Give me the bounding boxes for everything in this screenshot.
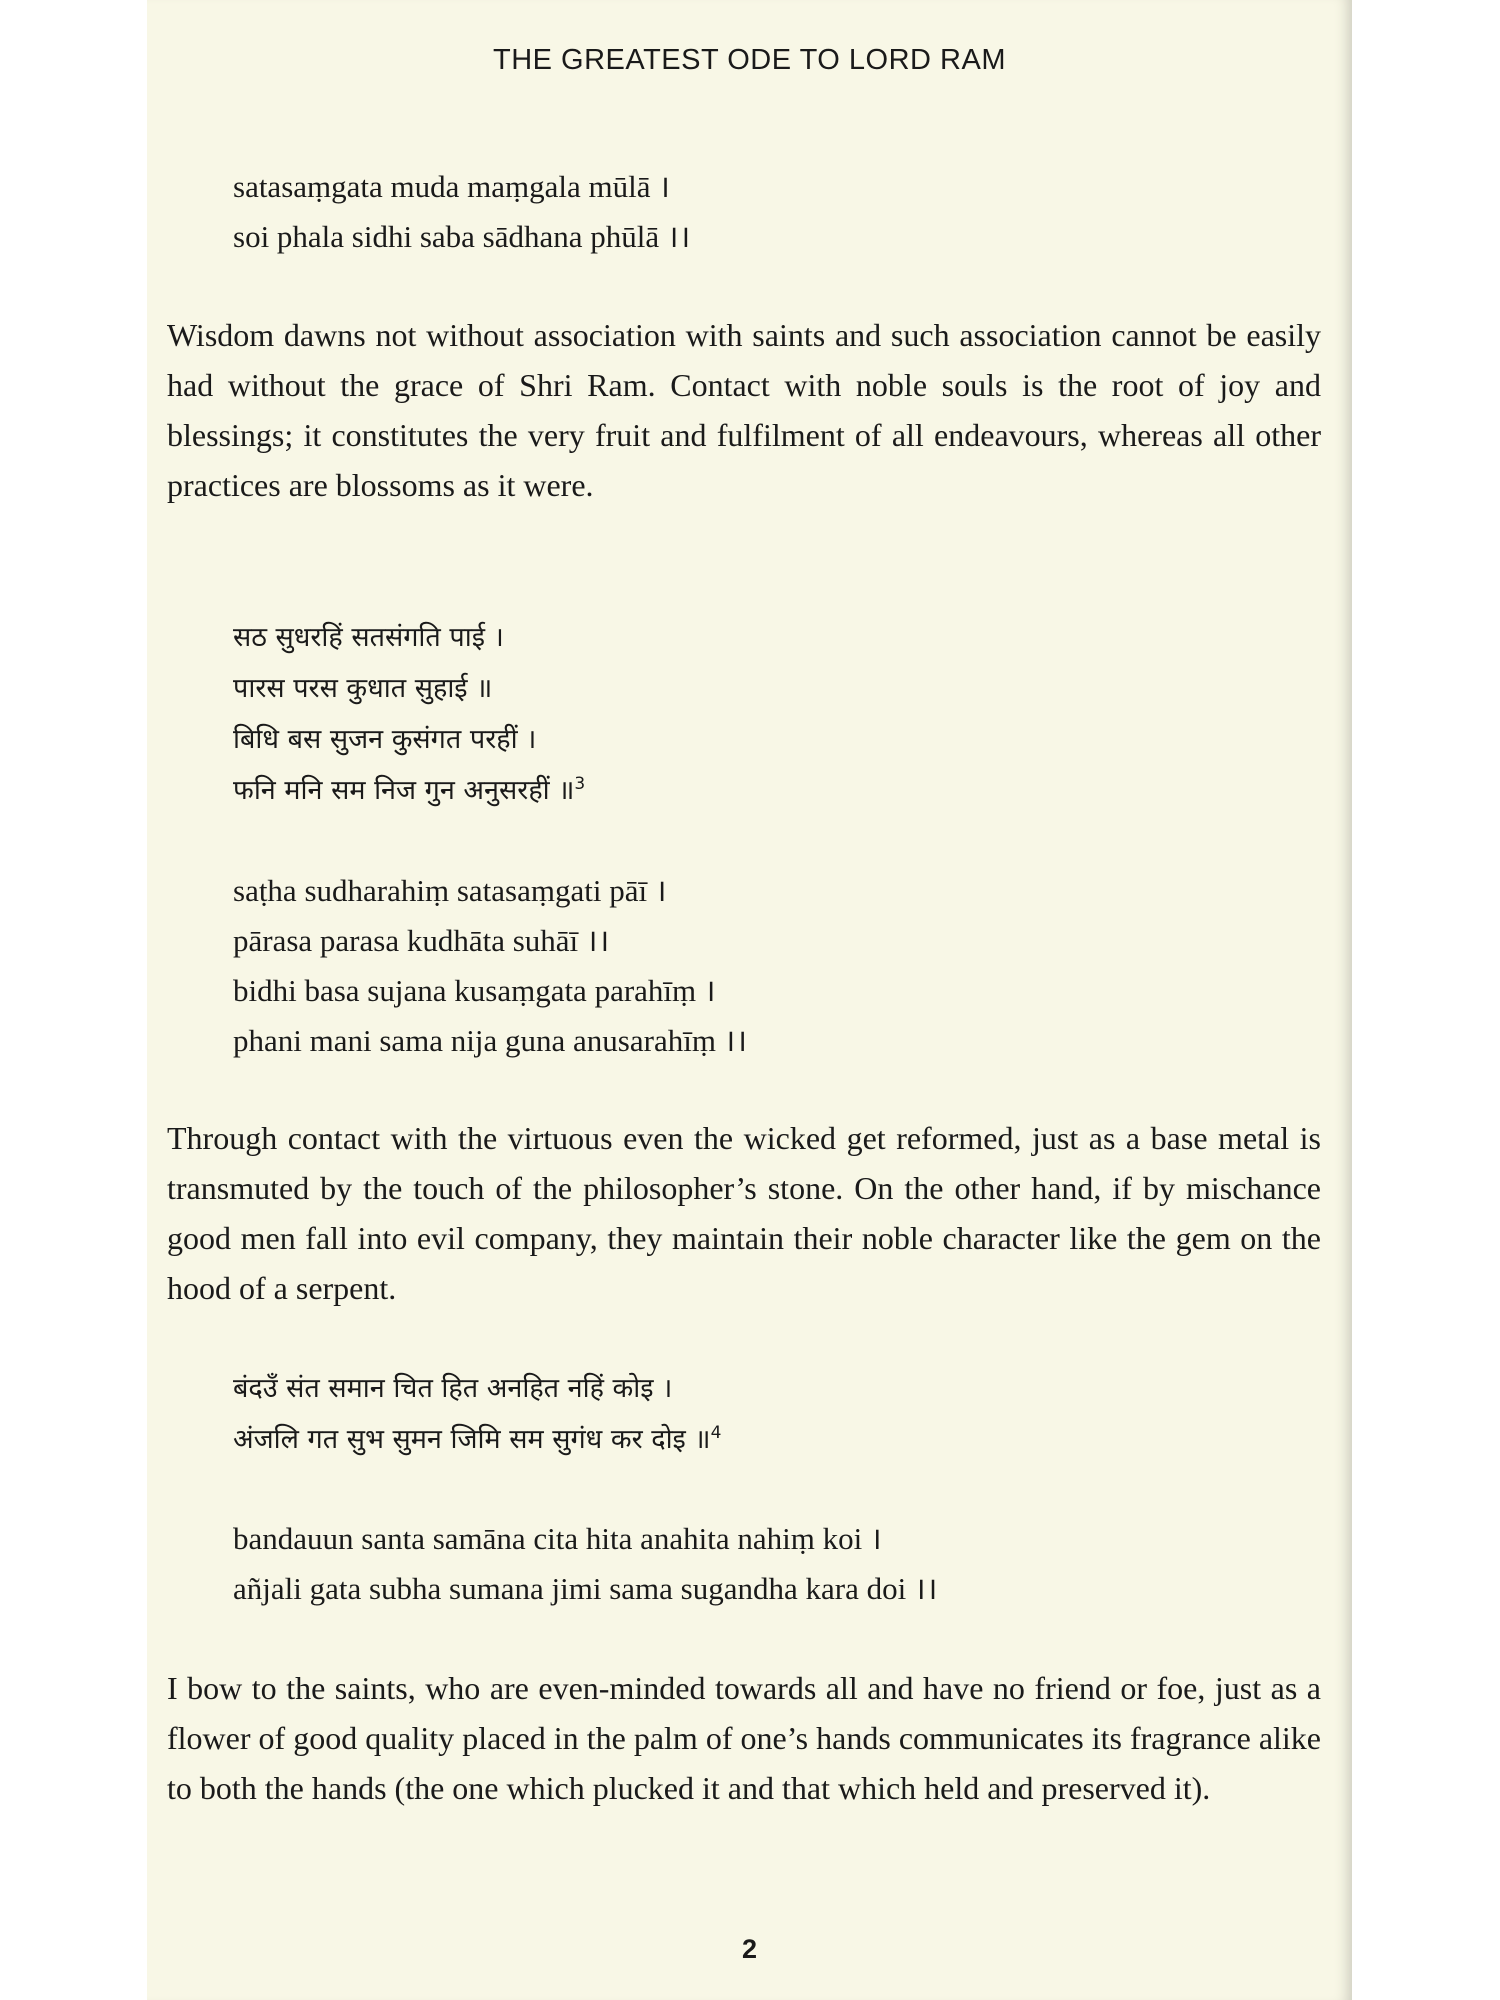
page-number: 2 [741,1934,758,1964]
verse-line: pārasa parasa kudhāta suhāī ।। [233,923,610,958]
running-header: THE GREATEST ODE TO LORD RAM [493,44,1006,76]
verse-line: bandauun santa samāna cita hita anahita nahiṃ koi । [233,1521,882,1556]
verse-line: फनि मनि सम निज गुन अनुसरहीं ॥$^3$ [233,774,586,806]
paragraph-1: Wisdom dawns not without association with saints and such association cannot be easily had without the grace of Shri Ram. Contact with noble souls is the root of joy and blessings; it constitutes the very fruit and fulfilment of all endeavours, whereas all other practices are blossoms as it were. [167,317,1321,503]
verse-line: अंजलि गत सुभ सुमन जिमि सम सुगंध कर दोइ ॥$^4$ [233,1423,722,1455]
verse-3-transliteration [233,1514,937,1614]
verse-3-devanagari [233,1363,721,1465]
footnote-marker: 4 [710,1423,722,1443]
verse-line: satasaṃgata muda maṃgala mūlā । [233,169,670,204]
verse-1-transliteration [233,162,690,262]
verse-2-devanagari [233,612,585,816]
verse-line: phani mani sama nija guna anusarahīṃ ।। [233,1023,748,1058]
verse-line: bidhi basa sujana kusaṃgata parahīṃ । [233,973,716,1008]
verse-line: सठ सुधरहिं सतसंगति पाई । [233,622,504,653]
book-page [147,0,1352,2000]
verse-2-transliteration [233,866,747,1066]
verse-line: बंदउँ संत समान चित हित अनहित नहिं कोइ । [233,1373,673,1404]
paragraph-2: Through contact with the virtuous even the wicked get reformed, just as a base metal is transmuted by the touch of the philosopher’s stone. On the other hand, if by mischance good men fall into evil company, they maintain their noble character like the gem on the hood of a serpent. [167,1120,1321,1306]
verse-line: añjali gata subha sumana jimi sama sugandha kara doi ।। [233,1571,938,1606]
verse-line: soi phala sidhi saba sādhana phūlā ।। [233,219,691,254]
verse-line: बिधि बस सुजन कुसंगत परहीं । [233,724,537,755]
paragraph-3: I bow to the saints, who are even-minded towards all and have no friend or foe, just as a flower of good quality placed in the palm of one’s hands communicates its fragrance alike to both the hands (the one which plucked it and that which held and preserved it). [167,1670,1321,1806]
verse-line: पारस परस कुधात सुहाई ॥ [233,673,493,704]
verse-line: saṭha sudharahiṃ satasaṃgati pāī । [233,873,667,908]
footnote-marker: 3 [574,774,586,794]
